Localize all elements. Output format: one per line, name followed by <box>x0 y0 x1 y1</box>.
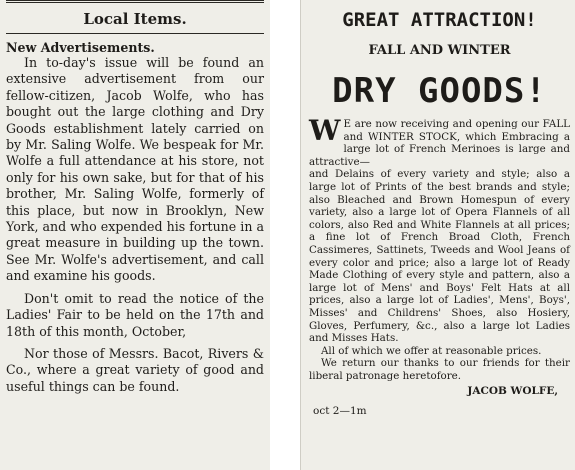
ad-title: GREAT ATTRACTION! <box>342 9 537 31</box>
article-paragraph: Nor those of Messrs. Bacot, Rivers & Co., where a great variety of good and useful things can be found. <box>6 345 264 394</box>
column-heading: Local Items. <box>83 10 187 28</box>
ad-thanks: We return our thanks to our friends for their liberal patronage heretofore. <box>309 357 570 382</box>
drop-cap: W <box>309 114 341 147</box>
ad-subtitle: FALL AND WINTER <box>368 43 511 58</box>
heading-rule <box>6 33 264 34</box>
ad-body <box>309 114 570 382</box>
ad-goods-list: and Delains of every variety and style; also a large lot of Prints of the best brands and style; also Bleached and Brown Homespun of every variety, also a large lot of Opera Flannels of all colors, also Red and White Flannels at all prices; a fine lot of French Broad Cloth, French Cassimeres, Sattinets, Tweeds and Wool Jeans of every color and price; also a large lot of Ready Made Clothing of every style and pattern, also a large lot of Mens' and Boys' Felt Hats at all prices, also a large lot of Ladies', Mens', Boys', Misses' and Childrens' Shoes, also Hosiery, Gloves, Perfumery, &c., also a large lot Ladies and Misses Hats. <box>309 168 570 345</box>
advertisement-column <box>300 0 575 470</box>
ad-date-line: oct 2—1m <box>313 405 367 418</box>
ad-offer: All of which we offer at reasonable prices. <box>321 344 542 357</box>
article-paragraph: Don't omit to read the notice of the Ladies' Fair to be held on the 17th and 18th of this month, October, <box>6 290 264 339</box>
ad-lead-paragraph <box>309 114 570 168</box>
ad-signature: JACOB WOLFE, <box>467 385 558 398</box>
article-subheading: New Advertisements. <box>6 40 155 55</box>
page-gap <box>270 0 300 470</box>
ad-headline: DRY GOODS! <box>332 71 547 111</box>
ad-lead-text: E are now receiving and opening our FALL and WINTER STOCK, which Embracing a large lot of French Merinoes is large and attractive— <box>309 118 570 168</box>
article-paragraph: In to-day's issue will be found an extensive advertisement from our fellow-citizen, Jacob Wolfe, who has bought out the large clothing and Dry Goods establishment lately carried on by Mr. Saling Wolfe. We bespeak for Mr. Wolfe a full attendance at his store, not only for his own sake, but for that of his brother, Mr. Saling Wolfe, formerly of this place, but now in Brooklyn, New York, and who expended his fortune in a great measure in building up the town. See Mr. Wolfe's advertisement, and call and examine his goods. <box>6 55 264 284</box>
local-items-column <box>0 0 270 470</box>
